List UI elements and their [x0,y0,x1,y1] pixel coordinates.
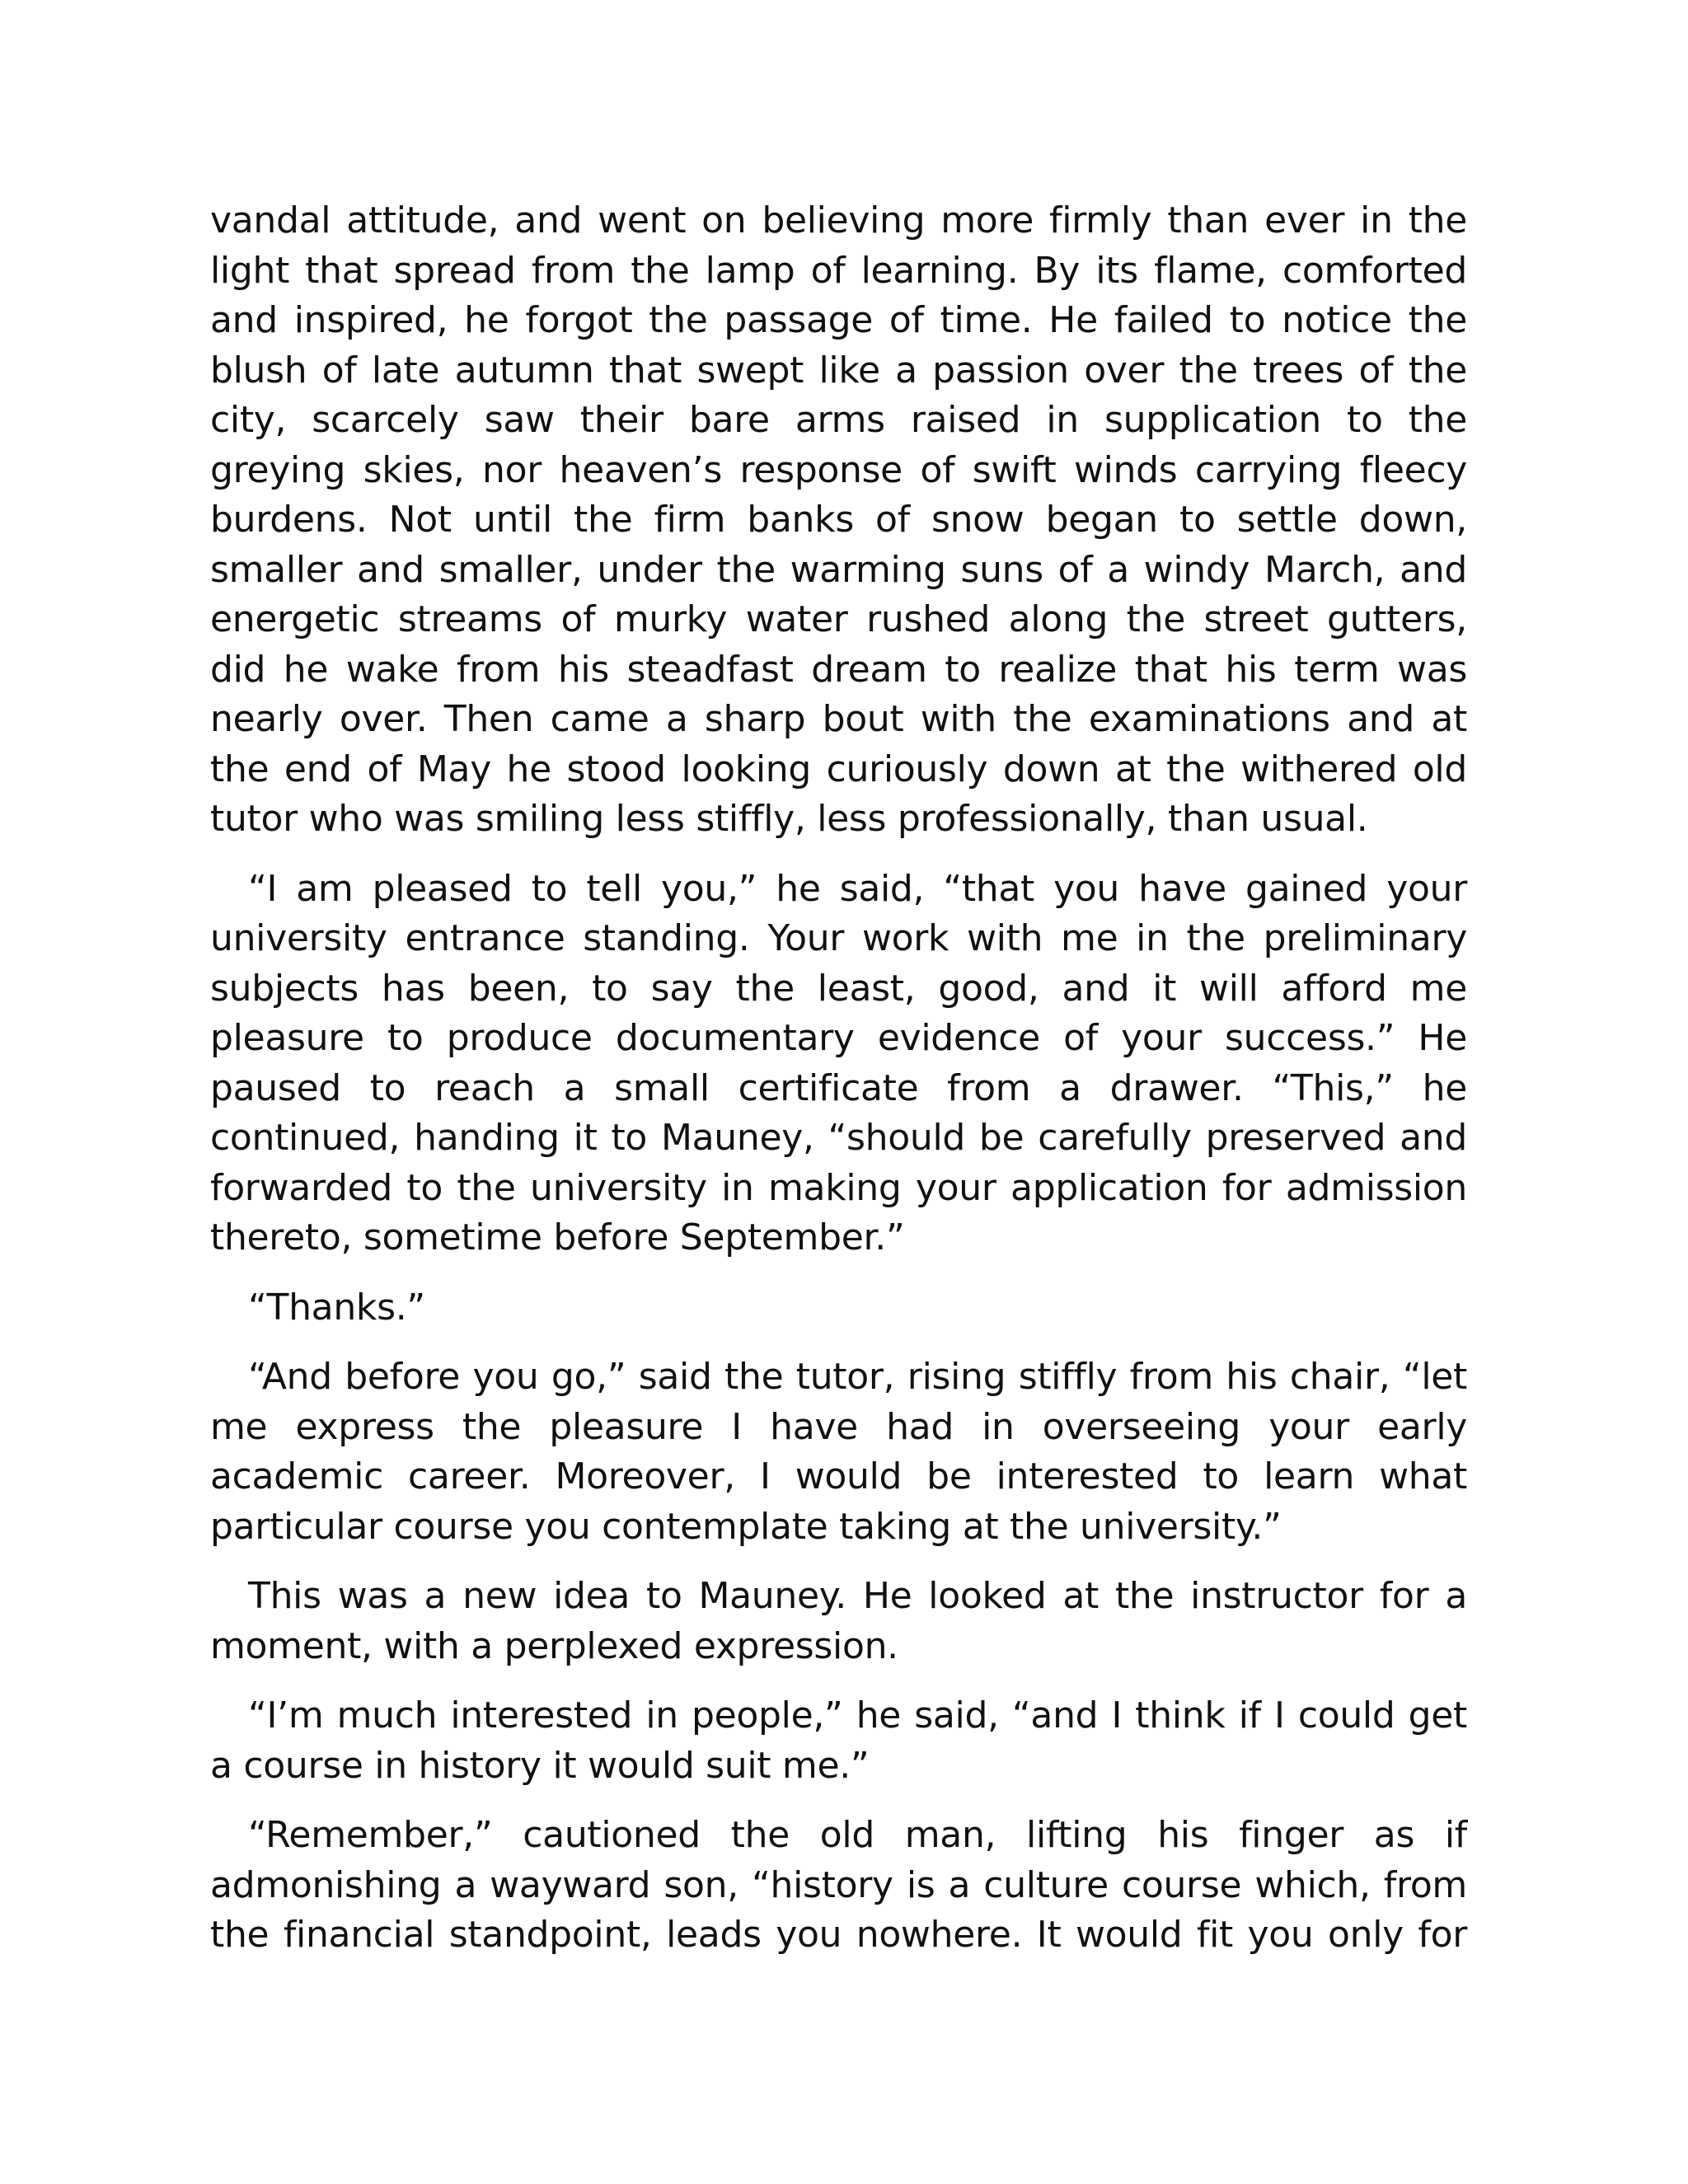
paragraph-2: “I am pleased to tell you,” he said, “that you have gained your university entrance standing. Your work with me in the preliminary subjects has been, to say the least, good, and it will afford me pleasure to produce documentary evidence of your success.” He paused to reach a small certificate from a drawer. “This,” he continued, handing it to Mauney, “should be carefully preserved and forwarded to the university in making your application for admission thereto, sometime before September.” [210,867,1467,1258]
paragraph-3: “Thanks.” [248,1286,425,1329]
paragraph-4: “And before you go,” said the tutor, rising stiffly from his chair, “let me express the pleasure I have had in overseeing your early academic career. Moreover, I would be interested to learn what particular course you contemplate taking at the university.” [210,1356,1467,1548]
paragraph-7: “Remember,” cautioned the old man, lifting his finger as if admonishing a wayward son, “history is a culture course which, from the financial standpoint, leads you nowhere. It would fit you only for [210,1814,1467,1956]
paragraph-1: vandal attitude, and went on believing more firmly than ever in the light that spread from the lamp of learning. By its flame, comforted and inspired, he forgot the passage of time. He failed to notice the blush of late autumn that swept like a passion over the trees of the city, scarcely saw their bare arms raised in supplication to the greying skies, nor heaven’s response of swift winds carrying fleecy burdens. Not until the firm banks of snow began to settle down, smaller and smaller, under the warming suns of a windy March, and energetic streams of murky water rushed along the street gutters, did he wake from his steadfast dream to realize that his term was nearly over. Then came a sharp bout with the examinations and at the end of May he stood looking curiously down at the withered old tutor who was smiling less stiffly, less professionally, than usual. [210,199,1467,840]
paragraph-5: This was a new idea to Mauney. He looked at the instructor for a moment, with a perplexed expression. [210,1575,1467,1667]
page-body [210,196,1467,1980]
paragraph-6: “I’m much interested in people,” he said, “and I think if I could get a course in history it would suit me.” [210,1694,1467,1787]
